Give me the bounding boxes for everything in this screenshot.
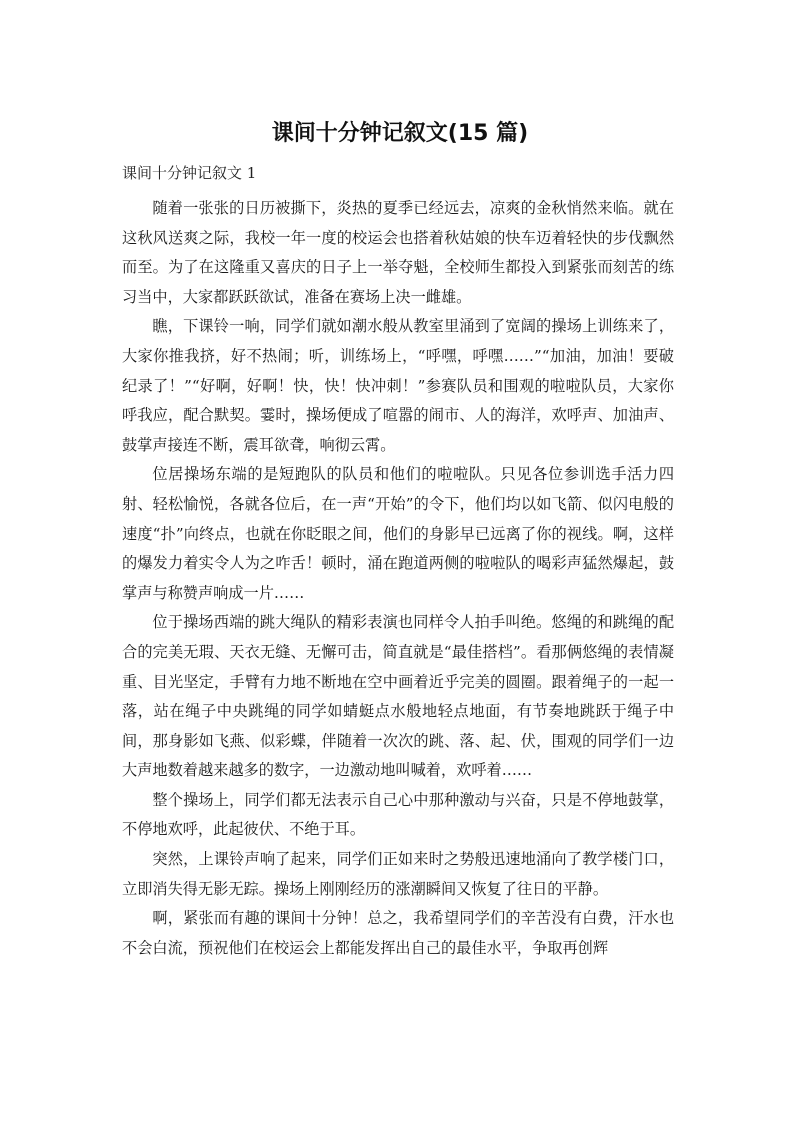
paragraph-7: 啊，紧张而有趣的课间十分钟！总之，我希望同学们的辛苦没有白费，汗水也不会白流，预祝他们在校运会上都能发挥出自己的最佳水平，争取再创辉 [122, 909, 674, 957]
section-heading: 课间十分钟记叙文 1 [122, 164, 257, 182]
document-title: 课间十分钟记叙文(15 篇) [271, 121, 529, 146]
paragraph-5: 整个操场上，同学们都无法表示自己心中那种激动与兴奋，只是不停地鼓掌，不停地欢呼，此起彼伏、不绝于耳。 [122, 790, 674, 839]
paragraph-4: 位于操场西端的跳大绳队的精彩表演也同样令人拍手叫绝。悠绳的和跳绳的配合的完美无瑕、天衣无缝、无懈可击，简直就是“最佳搭档”。看那俩悠绳的表情凝重、目光坚定，手臂有力地不断地在空中画着近乎完美的圆圈。跟着绳子的一起一落，站在绳子中央跳绳的同学如蜻蜓点水般地轻点地面，有节奏地跳跃于绳子中间，那身影如飞燕、似彩蝶，伴随着一次次的跳、落、起、伏，围观的同学们一边大声地数着越来越多的数字，一边激动地叫喊着，欢呼着…… [122, 613, 674, 780]
paragraph-6: 突然，上课铃声响了起来，同学们正如来时之势般迅速地涌向了教学楼门口，立即消失得无影无踪。操场上刚刚经历的涨潮瞬间又恢复了往日的平静。 [122, 850, 674, 898]
paragraph-2: 瞧，下课铃一响，同学们就如潮水般从教室里涌到了宽阔的操场上训练来了，大家你推我挤，好不热闹；听，训练场上，“呼嘿，呼嘿……”“加油，加油！要破纪录了！”“好啊，好啊！快，快！快冲刺！”参赛队员和围观的啦啦队员，大家你呼我应，配合默契。霎时，操场便成了喧嚣的闹市、人的海洋，欢呼声、加油声、鼓掌声接连不断，震耳欲聋，响彻云霄。 [122, 317, 674, 454]
paragraph-3: 位居操场东端的是短跑队的队员和他们的啦啦队。只见各位参训选手活力四射、轻松愉悦，各就各位后，在一声“开始”的令下，他们均以如飞箭、似闪电般的速度“扑”向终点，也就在你眨眼之间，他们的身影早已远离了你的视线。啊，这样的爆发力着实令人为之咋舌！顿时，涌在跑道两侧的啦啦队的喝彩声猛然爆起，鼓掌声与称赞声响成一片…… [122, 465, 674, 602]
essay-body [122, 194, 674, 963]
paragraph-1: 随着一张张的日历被撕下，炎热的夏季已经远去，凉爽的金秋悄然来临。就在这秋风送爽之际，我校一年一度的校运会也搭着秋姑娘的快车迈着轻快的步伐飘然而至。为了在这隆重又喜庆的日子上一举夺魁，全校师生都投入到紧张而刻苦的练习当中，大家都跃跃欲试，准备在赛场上决一雌雄。 [122, 199, 674, 306]
